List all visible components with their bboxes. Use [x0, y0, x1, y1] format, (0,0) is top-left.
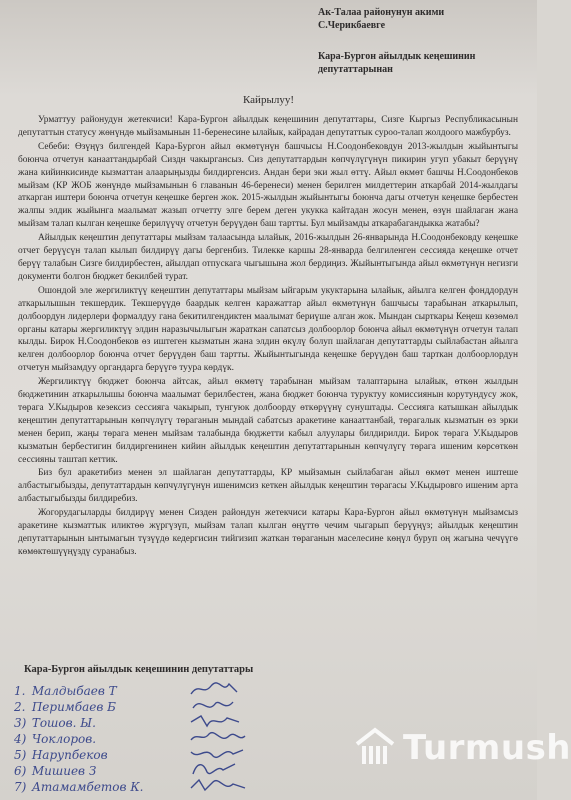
body-paragraph: Айылдык кеңештин депутаттары мыйзам талаасында ылайык, 2016-жылдын 26-январында Н.Соодонбековду кеңешке отчет берүүсүн талап кылып билдирүү дагы бергенбиз. Тилекке каршы 28-январда белгиленген сессияда кеңешке отчет берүү талабын Сизге билдирбестен, айылдап отпускага чыгышына жол бердиңиз. Жыйынтыгында айыл өкмөтүнүн негизги документи болгон бюджет бекилбей турат. — [18, 233, 518, 282]
signature-name: Нарупбеков — [31, 748, 108, 762]
watermark — [353, 720, 571, 780]
signature-number: 1. — [14, 684, 26, 698]
body-paragraph: Ошондой эле жергиликтүү кеңештин депутаттары мыйзам ыйгарым укуктарына ылайык, айылга келген фонддордун аткарылышын текшердик. Текшерүүдө баардык келген каражаттар айыл өкмөтүнүн башчысы тарабынан аткарылып, долбоордун лидерлери формалдуу гана бекитилгендиктен маалымат бериүше алган жок. Мындан сырткары Кеңеш көзөмөл органы катары жергиликтүү элдин наразычылыгын жараткан сапатсыз долбоорлор боюнча айыл өкмөтүнүн отчетун талап кылды. Бирок Н.Соодонбеков өз иштеген кызматын жана элдин өкүлү болуп шайлаган депутаттарды сыйлабастан айылга келген долбоорлор боюнча отчет берүүдөн баш тартты. Жыйынтыгында кеңешке берүүдөн баш тарткан долбоорлордун отчетун мыйзамдуу органдарга берүүгө туура көрдүк. — [18, 285, 518, 374]
signature-name: Чоклоров. — [31, 732, 97, 746]
signature-name: Тошов. Ы. — [31, 716, 96, 730]
addressee-line-2: С.Черикбаевге — [318, 20, 386, 31]
signature-number: 2. — [14, 700, 26, 714]
signature-name: Мишиев З — [31, 764, 97, 778]
addressee-block — [318, 6, 444, 32]
body-paragraph: Урматтуу районудун жетекчиси! Кара-Бургон айылдык кеңешинин депутаттары, Сизге Кыргыз Республикасынын депутаттын статусу жөнүндө мыйзамынын 11-беренесине ылайык, кайрадан депутаттык суроо-талап жолдоого мажбурбуз. — [18, 115, 518, 138]
letter-body — [18, 114, 518, 560]
building-icon — [353, 724, 397, 768]
watermark-text: Turmush — [403, 728, 571, 768]
signature-name: Перимбаев Б — [31, 700, 116, 714]
signature-name: Атамамбетов К. — [31, 780, 144, 794]
addressee-line-1: Ак-Талаа районунун акими — [318, 7, 445, 18]
handwritten-signature — [189, 776, 249, 794]
body-paragraph: Жогорудагыларды билдирүү менен Сизден райондун жетекчиси катары Кара-Бургон айыл өкмөтүнүн мыйзамсыз аракетине кызматтык иликтөө жүргүзүп, мыйзам талап кылган өңүттө чечим чыгарып берүүңүз; айылдык кеңештин депутаттарынын ынтымагын түзүүдө кедергисин тийгизип жаткан төраганын маселесине көңүл буруп оң жагына чечүүгө көмөктөшүүңүздү суранабыз. — [18, 508, 518, 557]
signature-number: 3) — [14, 716, 27, 730]
signature-number: 5) — [14, 748, 27, 762]
signature-list — [14, 684, 254, 796]
body-paragraph: Биз бул аракетибиз менен эл шайлаган депутаттарды, КР мыйзамын сыйлабаган айыл өкмөт менен иштеше албастыгыбызды, депутаттардын көпчүлүгүнүн ишенимсиз кеткен айылдык кеңештин төрагасы У.Кыдыровго ишеним арта албастыгыбызды билдиребиз. — [18, 468, 518, 505]
body-paragraph: Жергиликтүү бюджет боюнча айтсак, айыл өкмөтү тарабынан мыйзам талаптарына ылайык, өткөн жылдын бюджетинин аткарылышы боюнча маалымат берилбестен, жана бюджет боюнча туруктуу комиссиянын корутундусу жок, төрага У.Кыдыров кезексиз сессияга чакырып, тунгуюк долбоорду өткөрүүнү сунуштады. Сессияга катышкан айылдык кеңештин депутаттарынын көпчүлүгү төраганын мындай сабатсыз аракетине канааттанбай, төрагалык кызматын өз эрки менен берип, жаңы төрага менен мыйзам талабында бюджетти кабыл алуулары билдирилди. Бирок төрага У.Кыдыров кызматын бербестигин билдиргенинен кийин айылдык кеңештин депутаттарынын көпчүлүгү төрага ишеним көрсөткөн сессияны таштап кеттик. — [18, 377, 518, 465]
signature-name: Малдыбаев Т — [31, 684, 117, 698]
signature-number: 7) — [14, 780, 27, 794]
signatures-heading: Кара-Бургон айылдык кеңешинин депутаттары — [24, 664, 254, 675]
signature-row — [14, 780, 254, 796]
sender-line: Кара-Бургон айылдык кеңешинин депутаттарынан — [318, 51, 476, 75]
letter-title: Кайрылуу! — [242, 94, 294, 106]
signature-number: 6) — [14, 764, 27, 778]
body-paragraph: Себеби: Өзүңүз билгендей Кара-Бургон айыл өкмөтүнүн башчысы Н.Соодонбековдун 2013-жылдын жыйынтыгы боюнча отчетун канааттандырбай Сиздн чакыргансыз. Сиз депутаттардын көпчүлүгүнүн пикирин угуп убакыт берүүнү жана кийинкисинде кызматтан алаарыңызды билдиргенсиз. Андан бери эки жыл өттү. Айыл өкмөт башчы Н.Соодонбеков мыйзам (КР ЖОБ жөнүндө мыйзамынын 6 главанын 46-беренеси) менен берилген милдеттерин аткарбай 2014-жылдагы аткарган иштери боюнча отчетун кеңешке берген жок. 2015-жылдын жыйынтыгы боюнча дагы отчетун кеңешке бербестен жалпы элдик жыйынга маалымат жазып отчетту элге берем деген укукка кайтадан жосун менен, өзүн шайлаган жана мыйзам талап кылган кеңешке берилүүчү отчетун берүүдөн баш тартты. Бул мыйзамды аткарабагандыкка жатабы? — [18, 141, 518, 230]
signature-number: 4) — [14, 732, 27, 746]
